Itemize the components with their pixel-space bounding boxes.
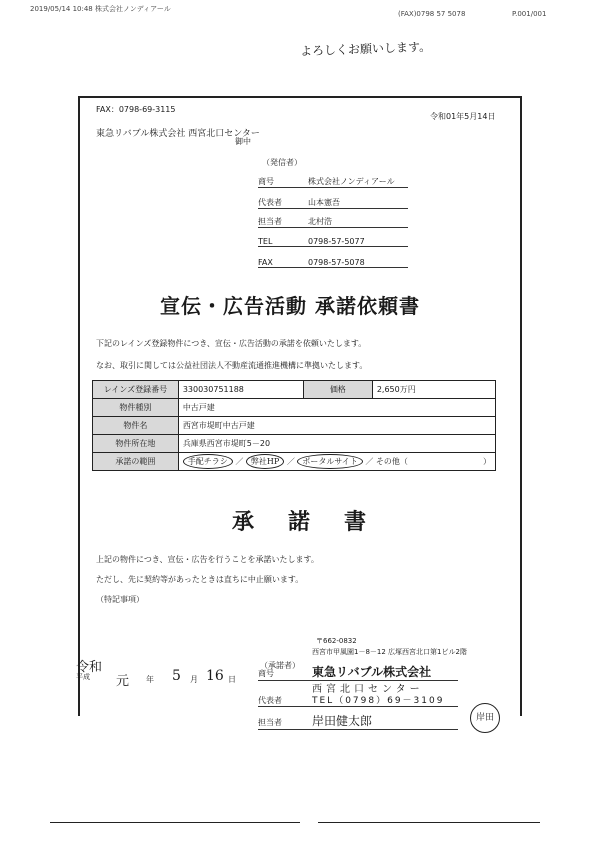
location-value: 兵庫県西宮市堤町5－20 <box>178 435 495 453</box>
sender-row-tel <box>258 237 408 247</box>
ad-item-portal: ポータルサイト <box>297 454 362 469</box>
sender-row-person <box>258 216 408 228</box>
sign-date-month: 5 <box>172 668 181 684</box>
table-row <box>93 435 496 453</box>
letter-date: 令和01年5月14日 <box>430 112 496 121</box>
recipient-name: 東急リバブル株式会社 西宮北口センター <box>96 129 260 139</box>
approver-postal: 〒662-0832 <box>316 637 357 645</box>
approval-line-1: 上記の物件につき、宣伝・広告を行うことを承諾いたします。 <box>96 555 319 564</box>
sender-row-value: 山本憲吾 <box>308 198 340 207</box>
sender-row-representative <box>258 197 408 209</box>
price-label: 価格 <box>303 381 372 399</box>
approval-title: 承諾書 <box>232 509 401 535</box>
fax-to: FAX：0798-69-3115 <box>96 105 176 114</box>
ad-item-homepage: 弊社HP <box>246 454 284 469</box>
sign-date-day-unit: 日 <box>228 675 236 684</box>
approval-line-2: ただし、先に契約等があったときは直ちに中止願います。 <box>96 575 304 584</box>
approver-row-person <box>258 712 458 730</box>
approver-row-value: 岸田健太郎 <box>312 714 373 728</box>
intro-line-1: 下記のレインズ登録物件につき、宣伝・広告活動の承諾を依頼いたします。 <box>96 339 367 348</box>
sender-row-value: 株式会社ノンディアール <box>308 177 395 186</box>
approver-row-label: 商号 <box>258 669 274 678</box>
property-name-value: 西宮市堤町中古戸建 <box>178 417 495 435</box>
bottom-rule-left <box>50 822 300 823</box>
approver-row-representative <box>258 693 458 707</box>
sign-date-era-printed: 平成 <box>76 673 90 681</box>
sender-row-fax <box>258 258 408 268</box>
approver-row-value: 東急リバブル株式会社 <box>312 665 432 679</box>
approver-address: 西宮市甲風園1－8－12 広塚西宮北口第1ビル2階 <box>312 648 467 656</box>
special-notes-label: （特記事項） <box>96 595 144 604</box>
approver-seal: 岸田 <box>470 703 500 733</box>
sender-row-value: 0798-57-5078 <box>308 258 365 267</box>
table-row <box>93 381 496 399</box>
approver-row-label: 担当者 <box>258 718 282 727</box>
sender-row-label: 商号 <box>258 177 274 186</box>
ad-item-separator: ／ <box>365 457 374 466</box>
sender-heading: （発信者） <box>262 158 302 167</box>
sign-date-year-unit: 年 <box>146 675 154 684</box>
bottom-rule-right <box>318 822 540 823</box>
ad-scope-value <box>178 453 495 471</box>
sign-date-year: 元 <box>116 674 130 689</box>
sender-row-value: 0798-57-5077 <box>308 237 365 246</box>
approver-row-value: 西宮北口センター <box>312 684 424 695</box>
approver-row-value: TEL（0798）69－3109 <box>312 696 445 706</box>
fax-header-number: (FAX)0798 57 5078 <box>398 10 466 18</box>
table-row <box>93 417 496 435</box>
property-table <box>92 380 496 471</box>
intro-line-2: なお、取引に関しては公益社団法人不動産流通推進機構に準拠いたします。 <box>96 361 368 370</box>
sign-date-era: 令和 <box>76 660 103 675</box>
fax-header-page: P.001/001 <box>512 10 547 18</box>
sender-row-label: TEL <box>258 237 273 246</box>
property-name-label: 物件名 <box>93 417 179 435</box>
ad-item-other: その他（ <box>375 457 408 466</box>
table-row <box>93 453 496 471</box>
reins-value: 330030751188 <box>178 381 303 399</box>
type-value: 中古戸建 <box>178 399 495 417</box>
sender-row-label: 代表者 <box>258 198 282 207</box>
handwritten-note: よろしくお願いします。 <box>299 39 432 59</box>
ad-item-separator: ／ <box>286 457 295 466</box>
approver-heading: （承諾者） <box>260 661 300 670</box>
sender-row-value: 北村浩 <box>308 217 332 226</box>
ad-item-separator: ／ <box>235 457 244 466</box>
ad-item-other-close: ） <box>483 457 491 466</box>
recipient-suffix: 御中 <box>235 137 251 146</box>
sender-row-label: FAX <box>258 258 273 267</box>
table-row <box>93 399 496 417</box>
sign-date-day: 16 <box>206 668 224 684</box>
document-title: 宣伝・広告活動 承諾依頼書 <box>160 294 420 318</box>
sender-row-label: 担当者 <box>258 217 282 226</box>
approver-row-company <box>258 663 458 681</box>
approver-row-label: 代表者 <box>258 696 282 705</box>
fax-header-left: 2019/05/14 10:48 株式会社ノンディアール <box>30 5 171 13</box>
sign-date-month-unit: 月 <box>190 675 198 684</box>
ad-scope-label: 承諾の範囲 <box>93 453 179 471</box>
ad-item-flyer: 手配チラシ <box>183 454 233 469</box>
sender-row-company <box>258 176 408 188</box>
price-value: 2,650万円 <box>372 381 495 399</box>
type-label: 物件種別 <box>93 399 179 417</box>
reins-label: レインズ登録番号 <box>93 381 179 399</box>
location-label: 物件所在地 <box>93 435 179 453</box>
